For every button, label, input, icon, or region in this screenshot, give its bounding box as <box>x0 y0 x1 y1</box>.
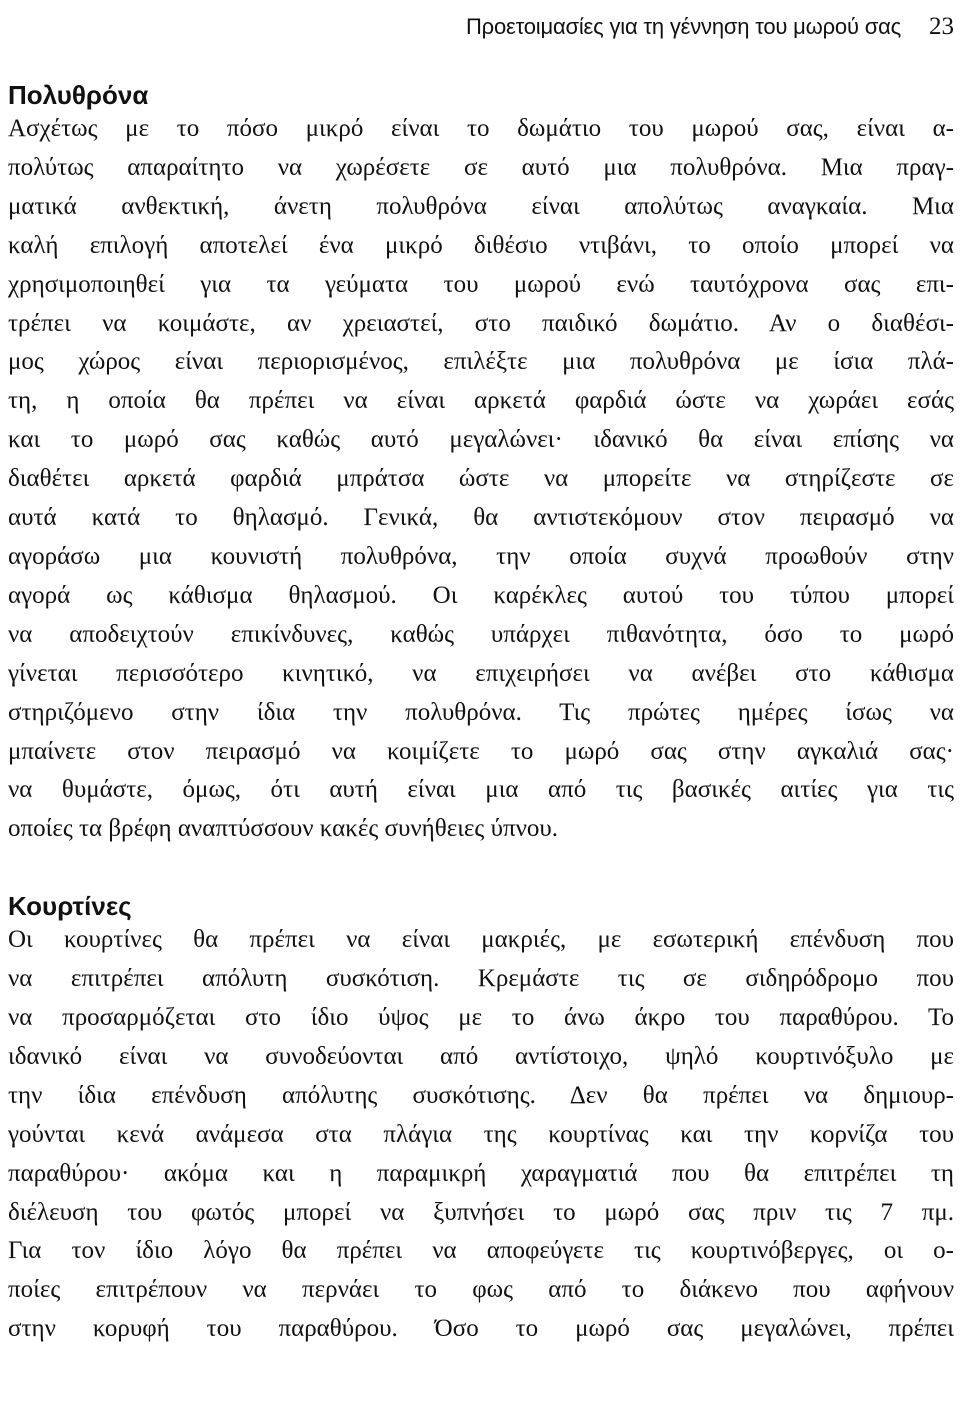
text-line: μπαίνετε στον πειρασμό να κοιμίζετε το μωρό σας στην αγκαλιά σας· <box>8 737 954 765</box>
text-line: την ίδια επένδυση απόλυτης συσκότισης. Δεν θα πρέπει να δημιουρ- <box>8 1081 954 1109</box>
text-line: διέλευση του φωτός μπορεί να ξυπνήσει το μωρό σας πριν τις 7 πμ. <box>8 1198 954 1226</box>
text-line: ματικά ανθεκτική, άνετη πολυθρόνα είναι απολύτως αναγκαία. Μια <box>8 192 954 220</box>
section-paragraph <box>8 921 954 1349</box>
text-line: να αποδειχτούν επικίνδυνες, καθώς υπάρχει πιθανότητα, όσο το μωρό <box>8 620 954 648</box>
text-line: στηριζόμενο στην ίδια την πολυθρόνα. Τις πρώτες ημέρες ίσως να <box>8 698 954 726</box>
text-line: αγοράσω μια κουνιστή πολυθρόνα, την οποία συχνά προωθούν στην <box>8 542 954 570</box>
page-number: 23 <box>929 13 954 40</box>
text-line: και το μωρό σας καθώς αυτό μεγαλώνει· ιδανικό θα είναι επίσης να <box>8 426 954 454</box>
text-line: Οι κουρτίνες θα πρέπει να είναι μακριές, με εσωτερική επένδυση που <box>8 926 954 954</box>
text-line: να επιτρέπει απόλυτη συσκότιση. Κρεμάστε τις σε σιδηρόδρομο που <box>8 965 954 993</box>
text-line: να θυμάστε, όμως, ότι αυτή είναι μια από τις βασικές αιτίες για τις <box>8 776 954 804</box>
text-line: χρησιμοποιηθεί για τα γεύματα του μωρού ενώ ταυτόχρονα σας επι- <box>8 270 954 298</box>
text-line: ποίες επιτρέπουν να περνάει το φως από το διάκενο που αφήνουν <box>8 1276 954 1304</box>
text-line: καλή επιλογή αποτελεί ένα μικρό διθέσιο ντιβάνι, το οποίο μπορεί να <box>8 231 954 259</box>
text-line: διαθέτει αρκετά φαρδιά μπράτσα ώστε να μπορείτε να στηρίζεστε σε <box>8 465 954 493</box>
text-line: στην κορυφή του παραθύρου. Όσο το μωρό σας μεγαλώνει, πρέπει <box>8 1315 954 1343</box>
section-heading: Πολυθρόνα <box>8 80 149 110</box>
text-line: παραθύρου· ακόμα και η παραμικρή χαραγματιά που θα επιτρέπει τη <box>8 1159 954 1187</box>
book-page <box>8 0 954 1349</box>
section-heading: Κουρτίνες <box>8 891 132 922</box>
text-line: μος χώρος είναι περιορισμένος, επιλέξτε μια πολυθρόνα με ίσια πλά- <box>8 348 954 376</box>
text-line: γούνται κενά ανάμεσα στα πλάγια της κουρτίνας και την κορνίζα του <box>8 1120 954 1148</box>
text-line: αγορά ως κάθισμα θηλασμού. Οι καρέκλες αυτού του τύπου μπορεί <box>8 581 954 609</box>
text-line: γίνεται περισσότερο κινητικό, να επιχειρήσει να ανέβει στο κάθισμα <box>8 659 954 687</box>
text-line: Για τον ίδιο λόγο θα πρέπει να αποφεύγετε τις κουρτινόβεργες, οι ο- <box>8 1237 954 1265</box>
text-line: αυτά κατά το θηλασμό. Γενικά, θα αντιστεκόμουν στον πειρασμό να <box>8 504 954 532</box>
text-line: τρέπει να κοιμάστε, αν χρειαστεί, στο παιδικό δωμάτιο. Αν ο διαθέσι- <box>8 309 954 337</box>
text-line: πολύτως απαραίτητο να χωρέσετε σε αυτό μια πολυθρόνα. Μια πραγ- <box>8 153 954 181</box>
text-line: Ασχέτως με το πόσο μικρό είναι το δωμάτιο του μωρού σας, είναι α- <box>8 115 954 142</box>
text-line: ιδανικό είναι να συνοδεύονται από αντίστοιχο, ψηλό κουρτινόξυλο με <box>8 1042 954 1070</box>
text-line: να προσαρμόζεται στο ίδιο ύψος με το άνω άκρο του παραθύρου. Το <box>8 1004 954 1032</box>
text-line: τη, η οποία θα πρέπει να είναι αρκετά φαρδιά ώστε να χωράει εσάς <box>8 387 954 415</box>
text-line: οποίες τα βρέφη αναπτύσσουν κακές συνήθειες ύπνου. <box>8 815 558 843</box>
section-paragraph <box>8 110 954 849</box>
running-header <box>8 0 954 40</box>
running-title: Προετοιμασίες για τη γέννηση του μωρού σας <box>465 14 901 39</box>
